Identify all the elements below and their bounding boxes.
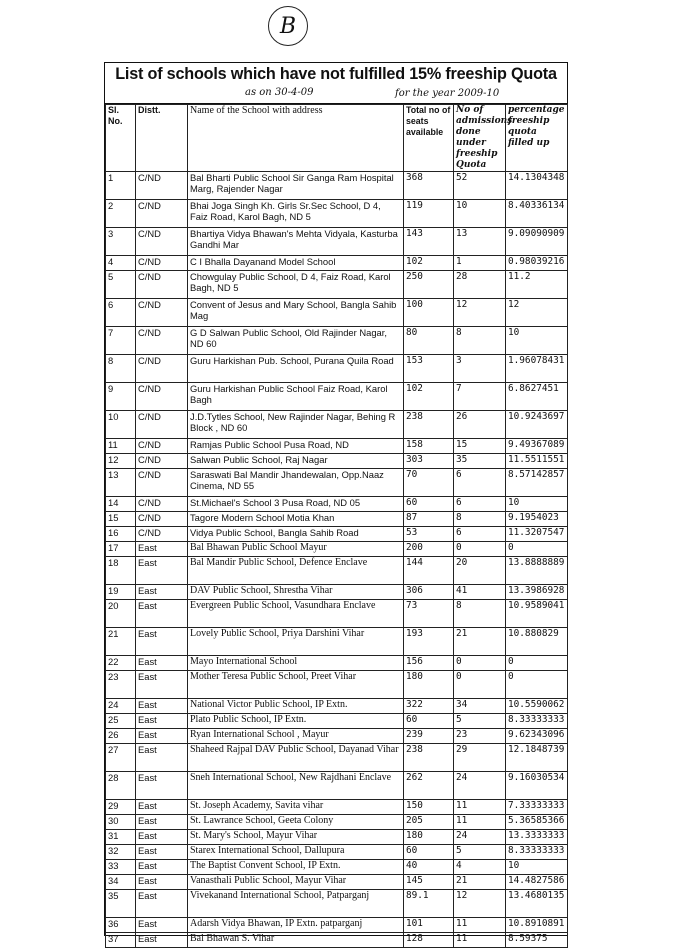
column-header-admissions: No of admissions done under freeship Quota xyxy=(454,105,506,172)
row-school-name: Bhai Joga Singh Kh. Girls Sr.Sec School, D 4, Faiz Road, Karol Bagh, ND 5 xyxy=(188,200,404,228)
row-total-seats: 238 xyxy=(404,744,454,772)
column-header-sl-no: Sl. No. xyxy=(106,105,136,172)
row-percentage: 10.9589041 xyxy=(506,600,568,628)
row-total-seats: 73 xyxy=(404,600,454,628)
table-row xyxy=(106,656,568,671)
row-district: East xyxy=(136,890,188,918)
row-admissions: 8 xyxy=(454,600,506,628)
row-district: C/ND xyxy=(136,383,188,411)
row-total-seats: 262 xyxy=(404,772,454,800)
row-percentage: 10 xyxy=(506,327,568,355)
table-row xyxy=(106,327,568,355)
row-admissions: 3 xyxy=(454,355,506,383)
row-sl-no: 6 xyxy=(106,299,136,327)
row-total-seats: 303 xyxy=(404,454,454,469)
row-school-name: Ramjas Public School Pusa Road, ND xyxy=(188,439,404,454)
table-row xyxy=(106,355,568,383)
row-district: East xyxy=(136,800,188,815)
table-row xyxy=(106,714,568,729)
row-admissions: 11 xyxy=(454,933,506,948)
row-admissions: 6 xyxy=(454,497,506,512)
table-row xyxy=(106,933,568,948)
row-percentage: 14.4827586 xyxy=(506,875,568,890)
row-admissions: 12 xyxy=(454,299,506,327)
row-total-seats: 143 xyxy=(404,228,454,256)
document-sheet xyxy=(104,62,568,944)
table-row xyxy=(106,228,568,256)
row-district: East xyxy=(136,830,188,845)
row-admissions: 11 xyxy=(454,815,506,830)
table-row xyxy=(106,497,568,512)
row-school-name: Mayo International School xyxy=(188,656,404,671)
row-sl-no: 18 xyxy=(106,557,136,585)
table-row xyxy=(106,875,568,890)
table-row xyxy=(106,172,568,200)
row-admissions: 8 xyxy=(454,512,506,527)
row-district: C/ND xyxy=(136,271,188,299)
row-admissions: 4 xyxy=(454,860,506,875)
row-admissions: 13 xyxy=(454,228,506,256)
row-percentage: 10 xyxy=(506,860,568,875)
row-school-name: DAV Public School, Shrestha Vihar xyxy=(188,585,404,600)
row-total-seats: 238 xyxy=(404,411,454,439)
document-subtitle xyxy=(105,85,567,103)
table-row xyxy=(106,729,568,744)
row-total-seats: 306 xyxy=(404,585,454,600)
row-district: East xyxy=(136,845,188,860)
row-percentage: 6.8627451 xyxy=(506,383,568,411)
row-total-seats: 53 xyxy=(404,527,454,542)
row-percentage: 13.3986928 xyxy=(506,585,568,600)
row-percentage: 8.59375 xyxy=(506,933,568,948)
row-admissions: 11 xyxy=(454,800,506,815)
row-district: East xyxy=(136,875,188,890)
row-admissions: 0 xyxy=(454,671,506,699)
table-row xyxy=(106,860,568,875)
row-district: East xyxy=(136,656,188,671)
row-admissions: 20 xyxy=(454,557,506,585)
row-school-name: Shaheed Rajpal DAV Public School, Dayanad Vihar xyxy=(188,744,404,772)
table-row xyxy=(106,512,568,527)
row-percentage: 9.49367089 xyxy=(506,439,568,454)
table-row xyxy=(106,830,568,845)
table-header-row xyxy=(106,105,568,172)
row-total-seats: 153 xyxy=(404,355,454,383)
row-percentage: 9.1954023 xyxy=(506,512,568,527)
row-percentage: 11.3207547 xyxy=(506,527,568,542)
row-percentage: 0 xyxy=(506,671,568,699)
row-percentage: 0.98039216 xyxy=(506,256,568,271)
row-district: C/ND xyxy=(136,172,188,200)
row-district: East xyxy=(136,815,188,830)
row-school-name: Sneh International School, New Rajdhani Enclave xyxy=(188,772,404,800)
row-total-seats: 180 xyxy=(404,671,454,699)
table-row xyxy=(106,628,568,656)
row-percentage: 9.09090909 xyxy=(506,228,568,256)
row-admissions: 24 xyxy=(454,772,506,800)
row-district: East xyxy=(136,628,188,656)
row-school-name: St. Lawrance School, Geeta Colony xyxy=(188,815,404,830)
row-sl-no: 23 xyxy=(106,671,136,699)
table-row xyxy=(106,200,568,228)
row-sl-no: 5 xyxy=(106,271,136,299)
row-district: C/ND xyxy=(136,527,188,542)
row-total-seats: 158 xyxy=(404,439,454,454)
row-total-seats: 80 xyxy=(404,327,454,355)
row-school-name: National Victor Public School, IP Extn. xyxy=(188,699,404,714)
row-district: East xyxy=(136,600,188,628)
row-school-name: Vidya Public School, Bangla Sahib Road xyxy=(188,527,404,542)
schools-table xyxy=(105,104,568,948)
table-row xyxy=(106,671,568,699)
row-admissions: 35 xyxy=(454,454,506,469)
row-district: East xyxy=(136,918,188,933)
row-total-seats: 180 xyxy=(404,830,454,845)
row-admissions: 29 xyxy=(454,744,506,772)
row-school-name: Bhartiya Vidya Bhawan's Mehta Vidyala, Kasturba Gandhi Mar xyxy=(188,228,404,256)
row-district: East xyxy=(136,557,188,585)
row-school-name: Salwan Public School, Raj Nagar xyxy=(188,454,404,469)
row-total-seats: 156 xyxy=(404,656,454,671)
row-district: East xyxy=(136,933,188,948)
row-school-name: Bal Bharti Public School Sir Ganga Ram Hospital Marg, Rajender Nagar xyxy=(188,172,404,200)
row-percentage: 8.40336134 xyxy=(506,200,568,228)
row-admissions: 21 xyxy=(454,628,506,656)
row-district: C/ND xyxy=(136,355,188,383)
column-header-school-name: Name of the School with address xyxy=(188,105,404,172)
row-sl-no: 19 xyxy=(106,585,136,600)
row-total-seats: 87 xyxy=(404,512,454,527)
row-school-name: Bal Mandir Public School, Defence Enclave xyxy=(188,557,404,585)
row-total-seats: 100 xyxy=(404,299,454,327)
row-admissions: 34 xyxy=(454,699,506,714)
row-sl-no: 4 xyxy=(106,256,136,271)
row-district: East xyxy=(136,714,188,729)
row-district: C/ND xyxy=(136,200,188,228)
subtitle-as-on-date: as on 30-4-09 xyxy=(245,87,314,98)
table-body xyxy=(106,172,568,948)
row-sl-no: 27 xyxy=(106,744,136,772)
row-total-seats: 322 xyxy=(404,699,454,714)
row-percentage: 8.57142857 xyxy=(506,469,568,497)
row-percentage: 5.36585366 xyxy=(506,815,568,830)
row-sl-no: 26 xyxy=(106,729,136,744)
row-admissions: 41 xyxy=(454,585,506,600)
row-total-seats: 60 xyxy=(404,497,454,512)
row-sl-no: 9 xyxy=(106,383,136,411)
row-sl-no: 17 xyxy=(106,542,136,557)
row-sl-no: 25 xyxy=(106,714,136,729)
table-row xyxy=(106,542,568,557)
row-total-seats: 200 xyxy=(404,542,454,557)
column-header-percentage: percentage freeship quota filled up xyxy=(506,105,568,172)
row-admissions: 6 xyxy=(454,527,506,542)
row-district: C/ND xyxy=(136,439,188,454)
row-percentage: 10.5590062 xyxy=(506,699,568,714)
row-percentage: 10.9243697 xyxy=(506,411,568,439)
row-percentage: 14.1304348 xyxy=(506,172,568,200)
row-total-seats: 368 xyxy=(404,172,454,200)
row-school-name: Tagore Modern School Motia Khan xyxy=(188,512,404,527)
row-district: East xyxy=(136,744,188,772)
row-school-name: Chowgulay Public School, D 4, Faiz Road, Karol Bagh, ND 5 xyxy=(188,271,404,299)
row-sl-no: 15 xyxy=(106,512,136,527)
row-admissions: 21 xyxy=(454,875,506,890)
row-school-name: Vivekanand International School, Patparganj xyxy=(188,890,404,918)
row-district: East xyxy=(136,772,188,800)
row-sl-no: 7 xyxy=(106,327,136,355)
row-admissions: 5 xyxy=(454,845,506,860)
row-total-seats: 150 xyxy=(404,800,454,815)
table-row xyxy=(106,439,568,454)
row-sl-no: 22 xyxy=(106,656,136,671)
row-school-name: Bal Bhawan Public School Mayur xyxy=(188,542,404,557)
row-district: East xyxy=(136,585,188,600)
row-school-name: Convent of Jesus and Mary School, Bangla Sahib Mag xyxy=(188,299,404,327)
row-district: C/ND xyxy=(136,411,188,439)
row-district: C/ND xyxy=(136,512,188,527)
row-percentage: 0 xyxy=(506,542,568,557)
row-school-name: St.Michael's School 3 Pusa Road, ND 05 xyxy=(188,497,404,512)
row-total-seats: 102 xyxy=(404,383,454,411)
table-row xyxy=(106,557,568,585)
table-row xyxy=(106,271,568,299)
row-percentage: 10.880829 xyxy=(506,628,568,656)
row-percentage: 1.96078431 xyxy=(506,355,568,383)
row-percentage: 12.1848739 xyxy=(506,744,568,772)
row-admissions: 12 xyxy=(454,890,506,918)
row-admissions: 10 xyxy=(454,200,506,228)
row-admissions: 52 xyxy=(454,172,506,200)
row-total-seats: 193 xyxy=(404,628,454,656)
row-district: C/ND xyxy=(136,469,188,497)
row-sl-no: 35 xyxy=(106,890,136,918)
row-sl-no: 20 xyxy=(106,600,136,628)
row-percentage: 13.3333333 xyxy=(506,830,568,845)
row-percentage: 11.5511551 xyxy=(506,454,568,469)
column-header-total-seats: Total no of seats available xyxy=(404,105,454,172)
row-admissions: 5 xyxy=(454,714,506,729)
row-district: East xyxy=(136,699,188,714)
row-sl-no: 16 xyxy=(106,527,136,542)
row-sl-no: 30 xyxy=(106,815,136,830)
row-admissions: 1 xyxy=(454,256,506,271)
table-row xyxy=(106,744,568,772)
row-school-name: Vanasthali Public School, Mayur Vihar xyxy=(188,875,404,890)
row-sl-no: 12 xyxy=(106,454,136,469)
row-school-name: Guru Harkishan Public School Faiz Road, Karol Bagh xyxy=(188,383,404,411)
row-sl-no: 21 xyxy=(106,628,136,656)
row-sl-no: 8 xyxy=(106,355,136,383)
row-sl-no: 33 xyxy=(106,860,136,875)
row-percentage: 13.4680135 xyxy=(506,890,568,918)
row-school-name: Mother Teresa Public School, Preet Vihar xyxy=(188,671,404,699)
table-row xyxy=(106,585,568,600)
table-row xyxy=(106,699,568,714)
row-school-name: Saraswati Bal Mandir Jhandewalan, Opp.Naaz Cinema, ND 55 xyxy=(188,469,404,497)
row-sl-no: 24 xyxy=(106,699,136,714)
row-district: C/ND xyxy=(136,256,188,271)
document-title: List of schools which have not fulfilled 15% freeship Quota xyxy=(115,65,557,83)
row-percentage: 9.16030534 xyxy=(506,772,568,800)
row-district: C/ND xyxy=(136,299,188,327)
row-admissions: 7 xyxy=(454,383,506,411)
row-admissions: 15 xyxy=(454,439,506,454)
row-school-name: St. Mary's School, Mayur Vihar xyxy=(188,830,404,845)
row-admissions: 8 xyxy=(454,327,506,355)
row-sl-no: 1 xyxy=(106,172,136,200)
row-district: East xyxy=(136,729,188,744)
row-total-seats: 60 xyxy=(404,714,454,729)
table-row xyxy=(106,918,568,933)
row-school-name: Plato Public School, IP Extn. xyxy=(188,714,404,729)
row-sl-no: 32 xyxy=(106,845,136,860)
row-total-seats: 145 xyxy=(404,875,454,890)
row-sl-no: 37 xyxy=(106,933,136,948)
row-total-seats: 250 xyxy=(404,271,454,299)
page-marker-circle xyxy=(268,6,308,46)
row-total-seats: 239 xyxy=(404,729,454,744)
row-district: C/ND xyxy=(136,228,188,256)
row-total-seats: 205 xyxy=(404,815,454,830)
row-sl-no: 2 xyxy=(106,200,136,228)
row-sl-no: 11 xyxy=(106,439,136,454)
row-total-seats: 70 xyxy=(404,469,454,497)
row-percentage: 10 xyxy=(506,497,568,512)
row-school-name: Bal Bhawan S. Vihar xyxy=(188,933,404,948)
row-total-seats: 144 xyxy=(404,557,454,585)
row-total-seats: 119 xyxy=(404,200,454,228)
row-district: C/ND xyxy=(136,497,188,512)
table-row xyxy=(106,845,568,860)
table-row xyxy=(106,383,568,411)
row-total-seats: 128 xyxy=(404,933,454,948)
row-district: East xyxy=(136,860,188,875)
row-total-seats: 89.1 xyxy=(404,890,454,918)
row-school-name: J.D.Tytles School, New Rajinder Nagar, Behing R Block , ND 60 xyxy=(188,411,404,439)
row-school-name: Guru Harkishan Pub. School, Purana Quila Road xyxy=(188,355,404,383)
table-row xyxy=(106,527,568,542)
row-school-name: Adarsh Vidya Bhawan, IP Extn. patparganj xyxy=(188,918,404,933)
row-total-seats: 40 xyxy=(404,860,454,875)
row-percentage: 11.2 xyxy=(506,271,568,299)
row-admissions: 6 xyxy=(454,469,506,497)
row-admissions: 0 xyxy=(454,656,506,671)
page-marker-letter: B xyxy=(279,13,297,39)
row-district: East xyxy=(136,542,188,557)
row-school-name: The Baptist Convent School, IP Extn. xyxy=(188,860,404,875)
row-school-name: St. Joseph Academy, Savita vihar xyxy=(188,800,404,815)
table-row xyxy=(106,411,568,439)
table-row xyxy=(106,469,568,497)
row-sl-no: 34 xyxy=(106,875,136,890)
row-sl-no: 29 xyxy=(106,800,136,815)
row-percentage: 13.8888889 xyxy=(506,557,568,585)
row-percentage: 9.62343096 xyxy=(506,729,568,744)
row-admissions: 28 xyxy=(454,271,506,299)
row-percentage: 8.33333333 xyxy=(506,714,568,729)
row-district: East xyxy=(136,671,188,699)
table-row xyxy=(106,600,568,628)
table-row xyxy=(106,890,568,918)
row-total-seats: 101 xyxy=(404,918,454,933)
row-percentage: 12 xyxy=(506,299,568,327)
row-admissions: 26 xyxy=(454,411,506,439)
row-school-name: G D Salwan Public School, Old Rajinder Nagar, ND 60 xyxy=(188,327,404,355)
row-school-name: Lovely Public School, Priya Darshini Vihar xyxy=(188,628,404,656)
row-school-name: Ryan International School , Mayur xyxy=(188,729,404,744)
row-percentage: 7.33333333 xyxy=(506,800,568,815)
row-sl-no: 36 xyxy=(106,918,136,933)
subtitle-academic-year: for the year 2009-10 xyxy=(395,88,500,99)
table-row xyxy=(106,800,568,815)
row-sl-no: 3 xyxy=(106,228,136,256)
table-row xyxy=(106,256,568,271)
row-sl-no: 13 xyxy=(106,469,136,497)
row-sl-no: 14 xyxy=(106,497,136,512)
row-admissions: 24 xyxy=(454,830,506,845)
row-school-name: Starex International School, Dallupura xyxy=(188,845,404,860)
row-sl-no: 10 xyxy=(106,411,136,439)
row-admissions: 0 xyxy=(454,542,506,557)
row-percentage: 10.8910891 xyxy=(506,918,568,933)
row-total-seats: 60 xyxy=(404,845,454,860)
row-admissions: 23 xyxy=(454,729,506,744)
row-admissions: 11 xyxy=(454,918,506,933)
row-sl-no: 28 xyxy=(106,772,136,800)
row-school-name: Evergreen Public School, Vasundhara Enclave xyxy=(188,600,404,628)
row-district: C/ND xyxy=(136,327,188,355)
table-row xyxy=(106,772,568,800)
table-row xyxy=(106,299,568,327)
row-percentage: 0 xyxy=(506,656,568,671)
row-percentage: 8.33333333 xyxy=(506,845,568,860)
row-sl-no: 31 xyxy=(106,830,136,845)
row-district: C/ND xyxy=(136,454,188,469)
table-row xyxy=(106,454,568,469)
row-school-name: C I Bhalla Dayanand Model School xyxy=(188,256,404,271)
column-header-district: Distt. xyxy=(136,105,188,172)
row-total-seats: 102 xyxy=(404,256,454,271)
table-row xyxy=(106,815,568,830)
